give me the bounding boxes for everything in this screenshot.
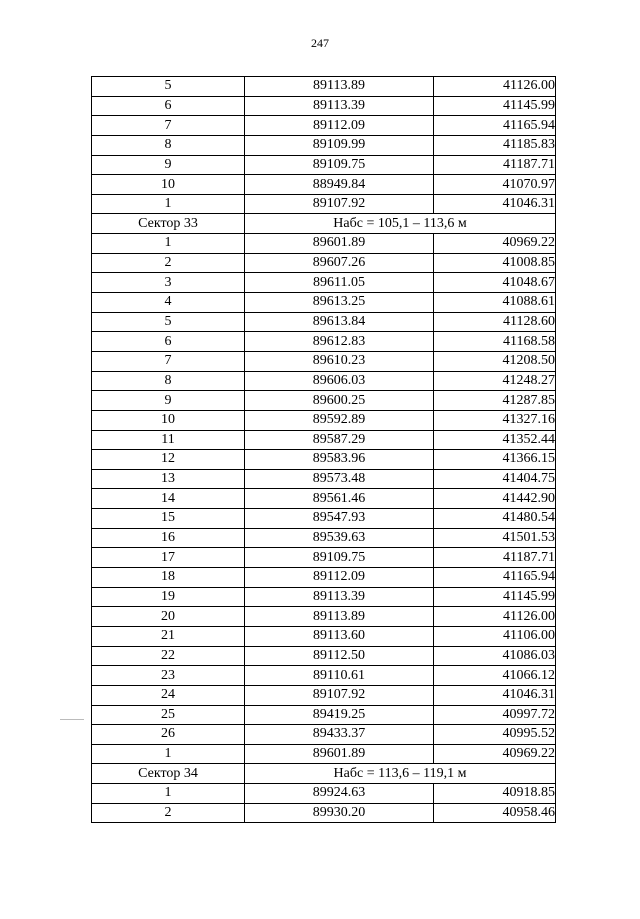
- table-row: [92, 784, 556, 804]
- table-row: [92, 430, 556, 450]
- y-coordinate: 40918.85: [434, 784, 556, 804]
- y-coordinate: 41008.85: [434, 253, 556, 273]
- table-row: [92, 450, 556, 470]
- x-coordinate: 89573.48: [245, 469, 434, 489]
- sector-height-range: Набс = 105,1 – 113,6 м: [245, 214, 556, 234]
- x-coordinate: 89924.63: [245, 784, 434, 804]
- sector-header-row: [92, 214, 556, 234]
- point-number: 10: [92, 410, 245, 430]
- table-row: [92, 116, 556, 136]
- point-number: 5: [92, 77, 245, 97]
- coordinates-table: [91, 76, 556, 823]
- x-coordinate: 89612.83: [245, 332, 434, 352]
- point-number: 16: [92, 528, 245, 548]
- table-row: [92, 528, 556, 548]
- table-row: [92, 744, 556, 764]
- sector-height-range: Набс = 113,6 – 119,1 м: [245, 764, 556, 784]
- x-coordinate: 89610.23: [245, 351, 434, 371]
- y-coordinate: 41187.71: [434, 548, 556, 568]
- x-coordinate: 89112.09: [245, 116, 434, 136]
- x-coordinate: 89613.25: [245, 293, 434, 313]
- point-number: 13: [92, 469, 245, 489]
- point-number: 10: [92, 175, 245, 195]
- y-coordinate: 41165.94: [434, 116, 556, 136]
- table-row: [92, 587, 556, 607]
- point-number: 1: [92, 744, 245, 764]
- y-coordinate: 41086.03: [434, 646, 556, 666]
- page-number: 247: [311, 36, 329, 50]
- y-coordinate: 41501.53: [434, 528, 556, 548]
- table-row: [92, 351, 556, 371]
- table-row: [92, 607, 556, 627]
- point-number: 1: [92, 784, 245, 804]
- point-number: 5: [92, 312, 245, 332]
- table-row: [92, 273, 556, 293]
- y-coordinate: 41126.00: [434, 607, 556, 627]
- y-coordinate: 41327.16: [434, 410, 556, 430]
- table-row: [92, 410, 556, 430]
- table-row: [92, 646, 556, 666]
- table-row: [92, 685, 556, 705]
- y-coordinate: 41048.67: [434, 273, 556, 293]
- x-coordinate: 89113.89: [245, 77, 434, 97]
- table-row: [92, 705, 556, 725]
- y-coordinate: 41352.44: [434, 430, 556, 450]
- x-coordinate: 89109.75: [245, 155, 434, 175]
- point-number: 26: [92, 725, 245, 745]
- y-coordinate: 40997.72: [434, 705, 556, 725]
- x-coordinate: 89112.09: [245, 568, 434, 588]
- table-row: [92, 489, 556, 509]
- x-coordinate: 89113.89: [245, 607, 434, 627]
- y-coordinate: 41366.15: [434, 450, 556, 470]
- y-coordinate: 41185.83: [434, 135, 556, 155]
- x-coordinate: 89583.96: [245, 450, 434, 470]
- x-coordinate: 89607.26: [245, 253, 434, 273]
- point-number: 1: [92, 194, 245, 214]
- x-coordinate: 89930.20: [245, 803, 434, 823]
- point-number: 9: [92, 155, 245, 175]
- x-coordinate: 89419.25: [245, 705, 434, 725]
- point-number: 17: [92, 548, 245, 568]
- y-coordinate: 40995.52: [434, 725, 556, 745]
- point-number: 15: [92, 509, 245, 529]
- x-coordinate: 89107.92: [245, 685, 434, 705]
- point-number: 24: [92, 685, 245, 705]
- x-coordinate: 89613.84: [245, 312, 434, 332]
- table-row: [92, 77, 556, 97]
- y-coordinate: 41126.00: [434, 77, 556, 97]
- x-coordinate: 89611.05: [245, 273, 434, 293]
- point-number: 11: [92, 430, 245, 450]
- point-number: 7: [92, 351, 245, 371]
- x-coordinate: 89601.89: [245, 234, 434, 254]
- table-row: [92, 135, 556, 155]
- point-number: 14: [92, 489, 245, 509]
- y-coordinate: 41106.00: [434, 626, 556, 646]
- x-coordinate: 89433.37: [245, 725, 434, 745]
- y-coordinate: 41128.60: [434, 312, 556, 332]
- point-number: 9: [92, 391, 245, 411]
- point-number: 1: [92, 234, 245, 254]
- x-coordinate: 89113.39: [245, 96, 434, 116]
- y-coordinate: 41480.54: [434, 509, 556, 529]
- y-coordinate: 41168.58: [434, 332, 556, 352]
- table-row: [92, 194, 556, 214]
- y-coordinate: 40958.46: [434, 803, 556, 823]
- x-coordinate: 89601.89: [245, 744, 434, 764]
- point-number: 20: [92, 607, 245, 627]
- y-coordinate: 41187.71: [434, 155, 556, 175]
- y-coordinate: 41145.99: [434, 96, 556, 116]
- x-coordinate: 89109.75: [245, 548, 434, 568]
- table-row: [92, 469, 556, 489]
- x-coordinate: 89547.93: [245, 509, 434, 529]
- table-row: [92, 253, 556, 273]
- sector-label: Сектор 33: [92, 214, 245, 234]
- y-coordinate: 41404.75: [434, 469, 556, 489]
- table-row: [92, 234, 556, 254]
- point-number: 4: [92, 293, 245, 313]
- y-coordinate: 41287.85: [434, 391, 556, 411]
- point-number: 12: [92, 450, 245, 470]
- y-coordinate: 41088.61: [434, 293, 556, 313]
- x-coordinate: 89561.46: [245, 489, 434, 509]
- table-row: [92, 96, 556, 116]
- point-number: 6: [92, 332, 245, 352]
- sector-header-row: [92, 764, 556, 784]
- x-coordinate: 89110.61: [245, 666, 434, 686]
- x-coordinate: 89606.03: [245, 371, 434, 391]
- table-row: [92, 725, 556, 745]
- point-number: 18: [92, 568, 245, 588]
- y-coordinate: 41208.50: [434, 351, 556, 371]
- y-coordinate: 41066.12: [434, 666, 556, 686]
- y-coordinate: 41442.90: [434, 489, 556, 509]
- y-coordinate: 41046.31: [434, 194, 556, 214]
- point-number: 22: [92, 646, 245, 666]
- table-row: [92, 312, 556, 332]
- x-coordinate: 89113.60: [245, 626, 434, 646]
- y-coordinate: 41165.94: [434, 568, 556, 588]
- point-number: 6: [92, 96, 245, 116]
- x-coordinate: 89109.99: [245, 135, 434, 155]
- x-coordinate: 89112.50: [245, 646, 434, 666]
- point-number: 8: [92, 135, 245, 155]
- x-coordinate: 89592.89: [245, 410, 434, 430]
- table-row: [92, 391, 556, 411]
- table-row: [92, 175, 556, 195]
- x-coordinate: 89113.39: [245, 587, 434, 607]
- y-coordinate: 41248.27: [434, 371, 556, 391]
- point-number: 2: [92, 253, 245, 273]
- table-row: [92, 332, 556, 352]
- x-coordinate: 89539.63: [245, 528, 434, 548]
- y-coordinate: 40969.22: [434, 234, 556, 254]
- y-coordinate: 41145.99: [434, 587, 556, 607]
- y-coordinate: 40969.22: [434, 744, 556, 764]
- x-coordinate: 89587.29: [245, 430, 434, 450]
- table-row: [92, 371, 556, 391]
- point-number: 2: [92, 803, 245, 823]
- x-coordinate: 89600.25: [245, 391, 434, 411]
- table-row: [92, 626, 556, 646]
- point-number: 3: [92, 273, 245, 293]
- y-coordinate: 41046.31: [434, 685, 556, 705]
- x-coordinate: 88949.84: [245, 175, 434, 195]
- table-row: [92, 548, 556, 568]
- point-number: 21: [92, 626, 245, 646]
- table-row: [92, 803, 556, 823]
- coordinates-table-body: [92, 77, 556, 823]
- point-number: 23: [92, 666, 245, 686]
- table-row: [92, 293, 556, 313]
- y-coordinate: 41070.97: [434, 175, 556, 195]
- table-row: [92, 155, 556, 175]
- point-number: 7: [92, 116, 245, 136]
- point-number: 25: [92, 705, 245, 725]
- table-row: [92, 509, 556, 529]
- table-row: [92, 568, 556, 588]
- sector-label: Сектор 34: [92, 764, 245, 784]
- table-row: [92, 666, 556, 686]
- x-coordinate: 89107.92: [245, 194, 434, 214]
- scan-margin-mark: [60, 719, 84, 720]
- point-number: 8: [92, 371, 245, 391]
- point-number: 19: [92, 587, 245, 607]
